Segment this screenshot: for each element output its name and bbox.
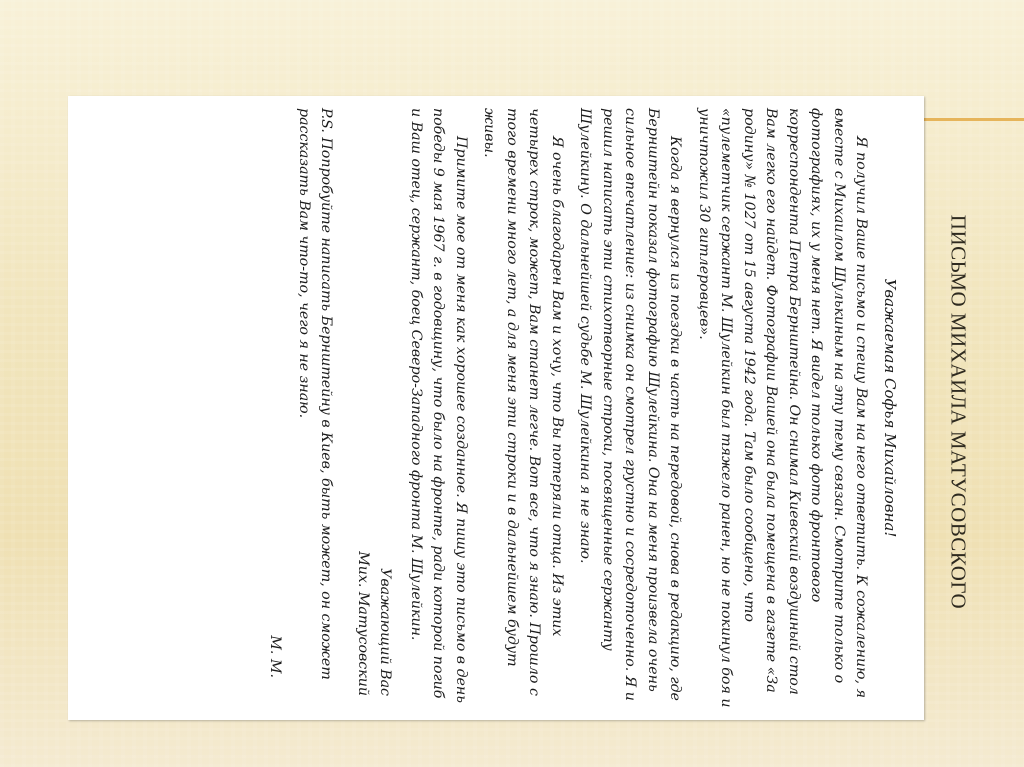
- letter-greeting: Уважаемая Софья Михайловна!: [881, 278, 899, 538]
- slide-title: ПИСЬМО МИХАИЛА МАТУСОВСКОГО: [946, 214, 971, 610]
- letter-paragraph: Я получил Ваше письмо и спешу Вам на него ответить. К сожалению, я вместе с Михаилом Шулькиным на эту тему связан. Смотрите только о фотографиях, их у меня нет. Я видел только фото фронтового корреспондента Петра Бернштейна. Он снимал Киевский воздушный стол Вам легко его найдет. Фотографии Вашей она была помещена в газете «За родину» № 1027 от 15 августа 1942 года. Там было сообщено, что «пулеметчик сержант М. Шулейкин был тяжело ранен, но не покинул боя и уничтожил 30 гитлеровцев».: [696, 108, 870, 708]
- letter-paragraph: Я очень благодарен Вам и хочу, что Вы потеряли отца. Из этих четырех строк, может, Вам станет легче. Вот все, что я знаю. Прошло с того времени много лет, а для меня эти строки и в дальнейшем будут живы.: [481, 108, 565, 696]
- letter-scan: [68, 96, 924, 720]
- accent-line: [924, 118, 1024, 121]
- letter-sign-block: [352, 108, 397, 696]
- letter-text-block: [81, 108, 911, 708]
- letter-postscript: P.S. Попробуйте написать Бернштейну в Киев, быть может, он сможет рассказать Вам что-то, чего я не знаю.: [296, 108, 335, 680]
- letter-paragraph: Примите мое от меня как хорошее созданное. Я пишу это письмо в день победы 9 мая 1967 г. в годовщину, что было на фронте, ради которой погиб и Ваш отец, сержант, боец Северо-Западного фронта М. Шулейкин.: [408, 108, 469, 703]
- letter-initials: М. М.: [267, 635, 284, 678]
- letter-paragraph: Когда я вернулся из поездки в часть на передовой, снова в редакцию, где Бернштейн показал фотографию Шулейкина. Она на меня произвела очень сильное впечатление: из снимка он смотрел грустно и сосредоточенно. Я и решил написать эти стихотворные строки, посвященные сержанту Шулейкину. О дальнейшей судьбе М. Шулейкина я не знаю.: [577, 108, 684, 701]
- letter-closing: Уважающий Вас: [377, 568, 394, 696]
- letter-signature: Мих. Матусовский: [355, 551, 371, 696]
